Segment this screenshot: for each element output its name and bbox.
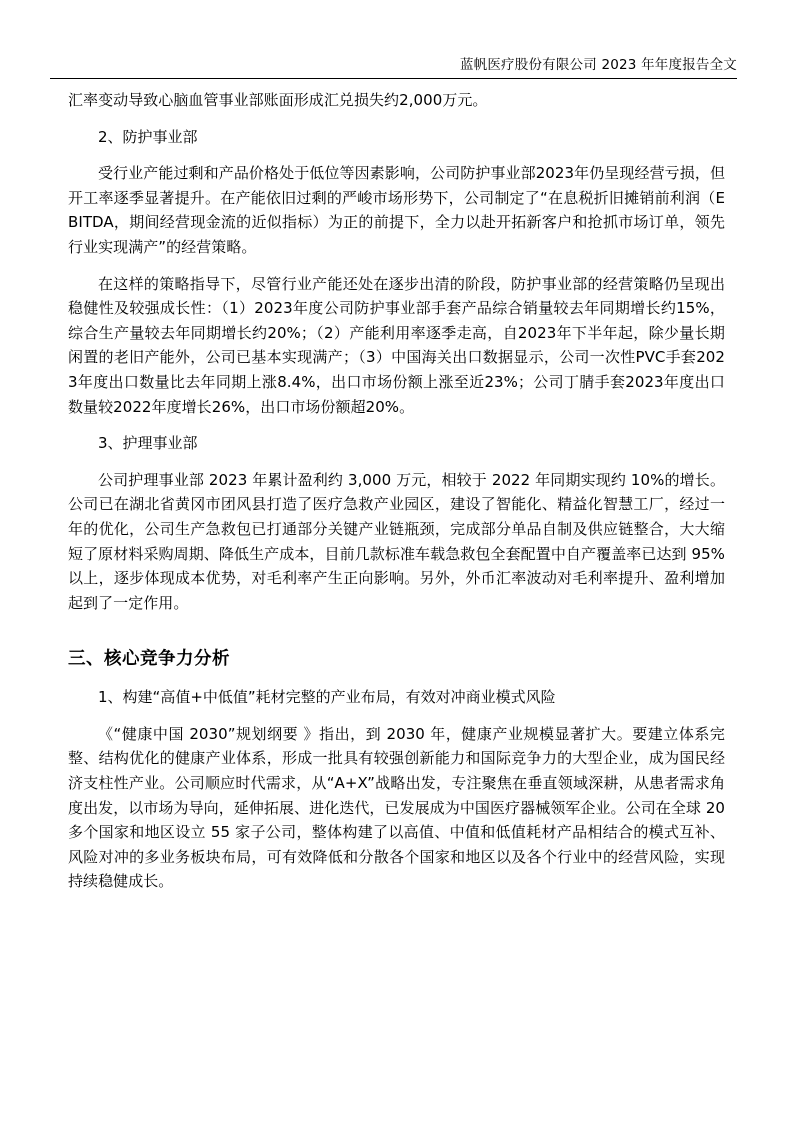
paragraph-protection-2: 在这样的策略指导下，尽管行业产能还处在逐步出清的阶段，防护事业部的经营策略仍呈现出稳健性及较强成长性：（1）2023年度公司防护事业部手套产品综合销量较去年同期增长约15%，综合生产量较去年同期增长约20%；（2）产能利用率逐季走高，自2023年下半年起，除少量长期闲置的老旧产能外，公司已基本实现满产；（3）中国海关出口数据显示，公司一次性PVC手套2023年度出口数量比去年同期上涨8.4%，出口市场份额上涨至近23%；公司丁腈手套2023年度出口数量较2022年度增长26%，出口市场份额超20%。 [68,274,725,416]
paragraph-nursing: 公司护理事业部 2023 年累计盈利约 3,000 万元，相较于 2022 年同期实现约 10%的增长。公司已在湖北省黄冈市团风县打造了医疗急救产业园区，建设了智能化、精益化智慧工厂，经过一年的优化，公司生产急救包已打通部分关键产业链瓶颈，完成部分单品自制及供应链整合，大大缩短了原材料采购周期、降低生产成本，目前几款标准车载急救包全套配置中自产覆盖率已达到 95%以上，逐步体现成本优势，对毛利率产生正向影响。另外，外币汇率波动对毛利率提升、盈利增加起到了一定作用。 [68,470,725,612]
paragraph-exchange-loss: 汇率变动导致心脑血管事业部账面形成汇兑损失约2,000万元。 [68,91,488,109]
subheading-industry-layout: 1、构建“高值+中低值”耗材完整的产业布局，有效对冲商业模式风险 [98,688,556,707]
document-body [68,88,725,894]
section-heading-core-competitiveness: 三、核心竞争力分析 [68,649,230,670]
paragraph-protection-1: 受行业产能过剩和产品价格处于低位等因素影响，公司防护事业部2023年仍呈现经营亏损，但开工率逐季显著提升。在产能依旧过剩的严峻市场形势下，公司制定了“在息税折旧摊销前利润（EBITDA，期间经营现金流的近似指标）为正的前提下，全力以赴开拓新客户和抢抓市场订单，领先行业实现满产”的经营策略。 [68,164,725,256]
running-header: 蓝帆医疗股份有限公司 2023 年年度报告全文 [459,57,737,73]
subheading-protection-division: 2、防护事业部 [98,127,198,146]
header-divider-rule [50,78,737,79]
paragraph-core-competitiveness: 《“健康中国 2030”规划纲要 》指出，到 2030 年，健康产业规模显著扩大。要建立体系完整、结构优化的健康产业体系，形成一批具有较强创新能力和国际竞争力的大型企业，成为国民经济支柱性产业。公司顺应时代需求，从“A+X”战略出发，专注聚焦在垂直领域深耕，从患者需求角度出发，以市场为导向，延伸拓展、进化迭代，已发展成为中国医疗器械领军企业。公司在全球 20 多个国家和地区设立 55 家子公司，整体构建了以高值、中值和低值耗材产品相结合的模式互补、风险对冲的多业务板块布局，可有效降低和分散各个国家和地区以及各个行业中的经营风险，实现持续稳健成长。 [68,724,725,891]
subheading-nursing-division: 3、护理事业部 [98,434,198,453]
